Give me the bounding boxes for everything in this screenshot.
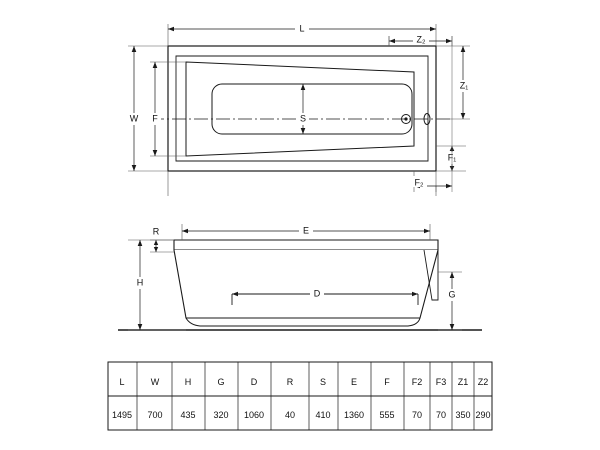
table-cell: 40 [284, 410, 296, 420]
dim-label-H: H [136, 277, 144, 288]
dim-label-E: E [302, 225, 310, 236]
arrow [132, 46, 137, 52]
dim-label-F1: F₁ [447, 152, 457, 163]
table-header-cell: Z2 [477, 377, 489, 387]
table-header-cell: E [350, 377, 358, 387]
table-header-cell: S [319, 377, 327, 387]
dim-label-Z1: Z₁ [459, 80, 469, 91]
arrow [153, 150, 158, 156]
table-cell: 410 [315, 410, 331, 420]
arrow [154, 247, 158, 252]
arrow [389, 39, 395, 44]
arrow [450, 272, 455, 278]
arrow [446, 184, 452, 189]
arrow [450, 324, 455, 330]
table-header-cell: G [217, 377, 225, 387]
table-cell: 555 [379, 410, 395, 420]
tub-bottom-side [186, 318, 420, 326]
dim-label-D: D [313, 288, 321, 299]
arrow [153, 62, 158, 68]
table-cell: 70 [435, 410, 447, 420]
tub-outline-top [168, 46, 436, 171]
table-header-cell: F [384, 377, 390, 387]
dim-label-R: R [152, 226, 160, 237]
dim-label-F2: F₂ [414, 177, 424, 188]
table-header-cell: F2 [411, 377, 423, 387]
table-cell: 350 [455, 410, 471, 420]
table-cell: 1060 [243, 410, 265, 420]
table-cell: 1495 [111, 410, 133, 420]
dim-label-F: F [152, 113, 158, 124]
arrow [461, 46, 466, 52]
table-header-cell: H [184, 377, 192, 387]
table-cell: 700 [147, 410, 163, 420]
dim-label-Z2: Z₂ [416, 34, 426, 45]
table-cell: 70 [411, 410, 423, 420]
arrow [168, 27, 174, 32]
table-header-cell: L [119, 377, 125, 387]
table-cell: 320 [213, 410, 229, 420]
table-header-cell: D [250, 377, 258, 387]
dim-label-L: L [299, 23, 305, 34]
arrow [461, 113, 466, 119]
side-view-group [118, 222, 482, 330]
table-cell: 290 [475, 410, 491, 420]
arrow [132, 165, 137, 171]
tub-body-side [174, 250, 438, 318]
arrow [138, 240, 143, 246]
arrow [446, 39, 452, 44]
arrow [182, 229, 188, 234]
table-header-cell: R [286, 377, 294, 387]
tub-rim-side [174, 240, 438, 250]
arrow [138, 324, 143, 330]
dimension-table [108, 362, 492, 430]
arrow [430, 27, 436, 32]
table-cell: 435 [180, 410, 196, 420]
arrow [154, 240, 158, 245]
dim-label-G: G [448, 289, 456, 300]
arrow [424, 229, 430, 234]
table-header-cell: W [150, 377, 160, 387]
dim-label-W: W [129, 113, 139, 124]
table-header-cell: F3 [435, 377, 447, 387]
dim-label-S: S [299, 113, 307, 124]
table-cell: 1360 [343, 410, 365, 420]
table-header-cell: Z1 [457, 377, 469, 387]
top-view-group [127, 20, 472, 196]
